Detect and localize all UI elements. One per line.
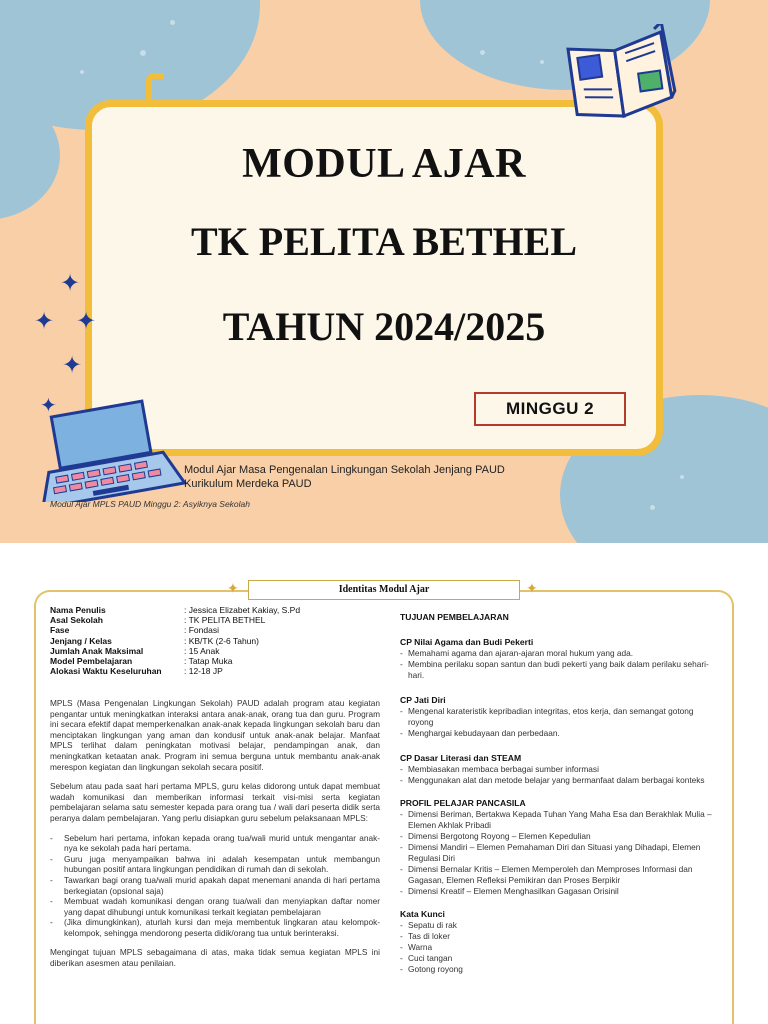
section-list	[400, 706, 720, 739]
list-item: - Sepatu di rak	[400, 920, 720, 931]
identity-key: Model Pembelajaran	[50, 656, 133, 667]
list-item: - Sebelum hari pertama, infokan kepada orang tua/wali murid untuk mengantar anak-nya ke sekolah pada hari pertama.	[50, 833, 380, 854]
preparation-list	[50, 833, 380, 939]
identity-value: : Jessica Elizabet Kakiay, S.Pd	[184, 605, 301, 615]
identity-value: : Tatap Muka	[184, 656, 233, 667]
cover-title-line3: TAHUN 2024/2025	[222, 304, 546, 349]
section-list	[400, 920, 720, 975]
week-badge: MINGGU 2	[474, 392, 626, 426]
section-list	[400, 764, 720, 786]
identity-row	[50, 666, 380, 676]
list-item: - Menggunakan alat dan metode belajar yang bermanfaat dalam berbagai konteks	[400, 775, 720, 786]
cover-title-line1: MODUL AJAR	[242, 141, 526, 187]
sparkle-icon: ✦	[34, 308, 55, 335]
list-item: - Gotong royong	[400, 964, 720, 975]
list-item: - Guru juga menyampaikan bahwa ini adalah kesempatan untuk membangun hubungan positif antara lingkungan pendidikan di rumah dan di sekolah.	[50, 854, 380, 875]
section-list	[400, 648, 720, 681]
section-title: CP Jati Diri	[400, 695, 446, 705]
list-item: - Cuci tangan	[400, 953, 720, 964]
list-item: - Dimensi Bergotong Royong – Elemen Kepedulian	[400, 831, 720, 842]
list-item: - Membuat wadah komunikasi dengan orang tua/wali dan menyiapkan daftar nomer yang dapat dihubungi untuk komunikasi terkait kegiatan pembelajaran	[50, 896, 380, 917]
objectives-column	[400, 612, 720, 975]
identity-row	[50, 656, 380, 666]
list-item: - Mengenal karateristik kepribadian integritas, etos kerja, dan semangat gotong royong	[400, 706, 720, 728]
list-item: - Dimensi Kreatif – Elemen Menghasilkan Gagasan Orisinil	[400, 886, 720, 897]
list-item: - Membina perilaku sopan santun dan budi pekerti yang baik dalam perilaku sehari-hari.	[400, 659, 720, 681]
identity-value: : 15 Anak	[184, 645, 220, 656]
laptop-icon	[38, 395, 198, 502]
list-item: - Tas di loker	[400, 931, 720, 942]
identity-key: Asal Sekolah	[50, 615, 103, 626]
open-book-icon	[562, 24, 680, 124]
identity-table	[50, 605, 380, 676]
intro-column	[50, 698, 380, 978]
section-title: CP Dasar Literasi dan STEAM	[400, 753, 522, 763]
sparkle-icon: ✦	[40, 395, 57, 417]
cover-footer-note: Modul Ajar MPLS PAUD Minggu 2: Asyiknya Sekolah	[50, 499, 250, 509]
sparkle-icon: ✦	[60, 270, 81, 297]
identity-value: : KB/TK (2-6 Tahun)	[184, 635, 259, 646]
identity-key: Alokasi Waktu Keseluruhan	[50, 666, 162, 677]
subtitle-line2: Kurikulum Merdeka PAUD	[184, 478, 312, 490]
identity-row	[50, 636, 380, 646]
identity-key: Fase	[50, 625, 70, 636]
subtitle-line1: Modul Ajar Masa Pengenalan Lingkungan Sekolah Jenjang PAUD	[184, 464, 505, 476]
identity-row	[50, 646, 380, 656]
cover-title-line2: TK PELITA BETHEL	[190, 219, 578, 264]
identity-row	[50, 605, 380, 615]
list-item: - Tawarkan bagi orang tua/wali murid apakah dapat menemani ananda di hari pertama berkegiatan (opsional saja)	[50, 875, 380, 896]
section-list	[400, 809, 720, 897]
star-icon: ✦	[526, 580, 538, 596]
preparation-paragraph: Sebelum atau pada saat hari pertama MPLS, guru kelas didorong untuk dapat membuat wadah komunikasi dan memberikan informasi terkait visi-misi serta kegiatan pembelajaran selama satu semester kepada para orang tua / wali dari peserta didik serta peranya dalam pembelajaran. Yang perlu disiapkan guru sebelum pelaksanaan MPLS:	[50, 781, 380, 823]
section-title: PROFIL PELAJAR PANCASILA	[400, 798, 526, 808]
list-item: - Warna	[400, 942, 720, 953]
list-item: - Menghargai kebudayaan dan perbedaan.	[400, 728, 720, 739]
star-icon: ✦	[227, 580, 239, 596]
section-title: CP Nilai Agama dan Budi Pekerti	[400, 637, 534, 647]
list-item: - (Jika dimungkinkan), aturlah kursi dan meja membentuk lingkaran atau kelompok-kelompok, sehingga mendorong peserta didik/orang tua untuk berinteraksi.	[50, 917, 380, 938]
identity-value: : TK PELITA BETHEL	[184, 615, 266, 626]
identity-key: Nama Penulis	[50, 605, 106, 615]
list-item: - Dimensi Mandiri – Elemen Pemahaman Diri dan Situasi yang Dihadapi, Elemen Regulasi Diri	[400, 842, 720, 864]
identity-key: Jumlah Anak Maksimal	[50, 645, 144, 656]
identity-key: Jenjang / Kelas	[50, 635, 112, 646]
document-header: Identitas Modul Ajar	[248, 580, 520, 600]
intro-paragraph: MPLS (Masa Pengenalan Lingkungan Sekolah) PAUD adalah program atau kegiatan pengantar untuk meningkatkan interaksi antara anak-anak, orang tua dan guru. Program ini secara efektif dapat memperkenalkan anak-anak kepada lingkungan sekolah baru dan menciptakan lingkungan yang aman dan kondusif untuk anak-anak belajar. Manfaat MPLS terlihat dalam peningkatan motivasi belajar, pendampingan anak, dan meningkatkan ketaatan anak. Program ini semua berguna untuk membantu anak-anak merespon kegiatan dan lingkungan sekolah secara positif.	[50, 698, 380, 772]
section-title: Kata Kunci	[400, 909, 445, 919]
sparkle-icon: ✦	[76, 308, 97, 335]
sparkle-icon: ✦	[62, 352, 83, 379]
objectives-title: TUJUAN PEMBELAJARAN	[400, 612, 509, 622]
assessment-paragraph: Mengingat tujuan MPLS sebagaimana di atas, maka tidak semua kegiatan MPLS ini diberikan asesmen atau penilaian.	[50, 947, 380, 969]
list-item: - Memahami agama dan ajaran-ajaran moral hukum yang ada.	[400, 648, 720, 659]
identity-row	[50, 615, 380, 625]
identity-row	[50, 625, 380, 635]
identity-value: : Fondasi	[184, 625, 219, 636]
identity-value: : 12-18 JP	[184, 666, 223, 677]
list-item: - Dimensi Beriman, Bertakwa Kepada Tuhan Yang Maha Esa dan Berakhlak Mulia – Elemen Akhlak Pribadi	[400, 809, 720, 831]
cover-subtitle	[184, 463, 505, 491]
list-item: - Dimensi Bernalar Kritis – Elemen Memperoleh dan Memproses Informasi dan Gagasan, Elemen Refleksi Pemikiran dan Proses Berpikir	[400, 864, 720, 886]
list-item: - Membiasakan membaca berbagai sumber informasi	[400, 764, 720, 775]
